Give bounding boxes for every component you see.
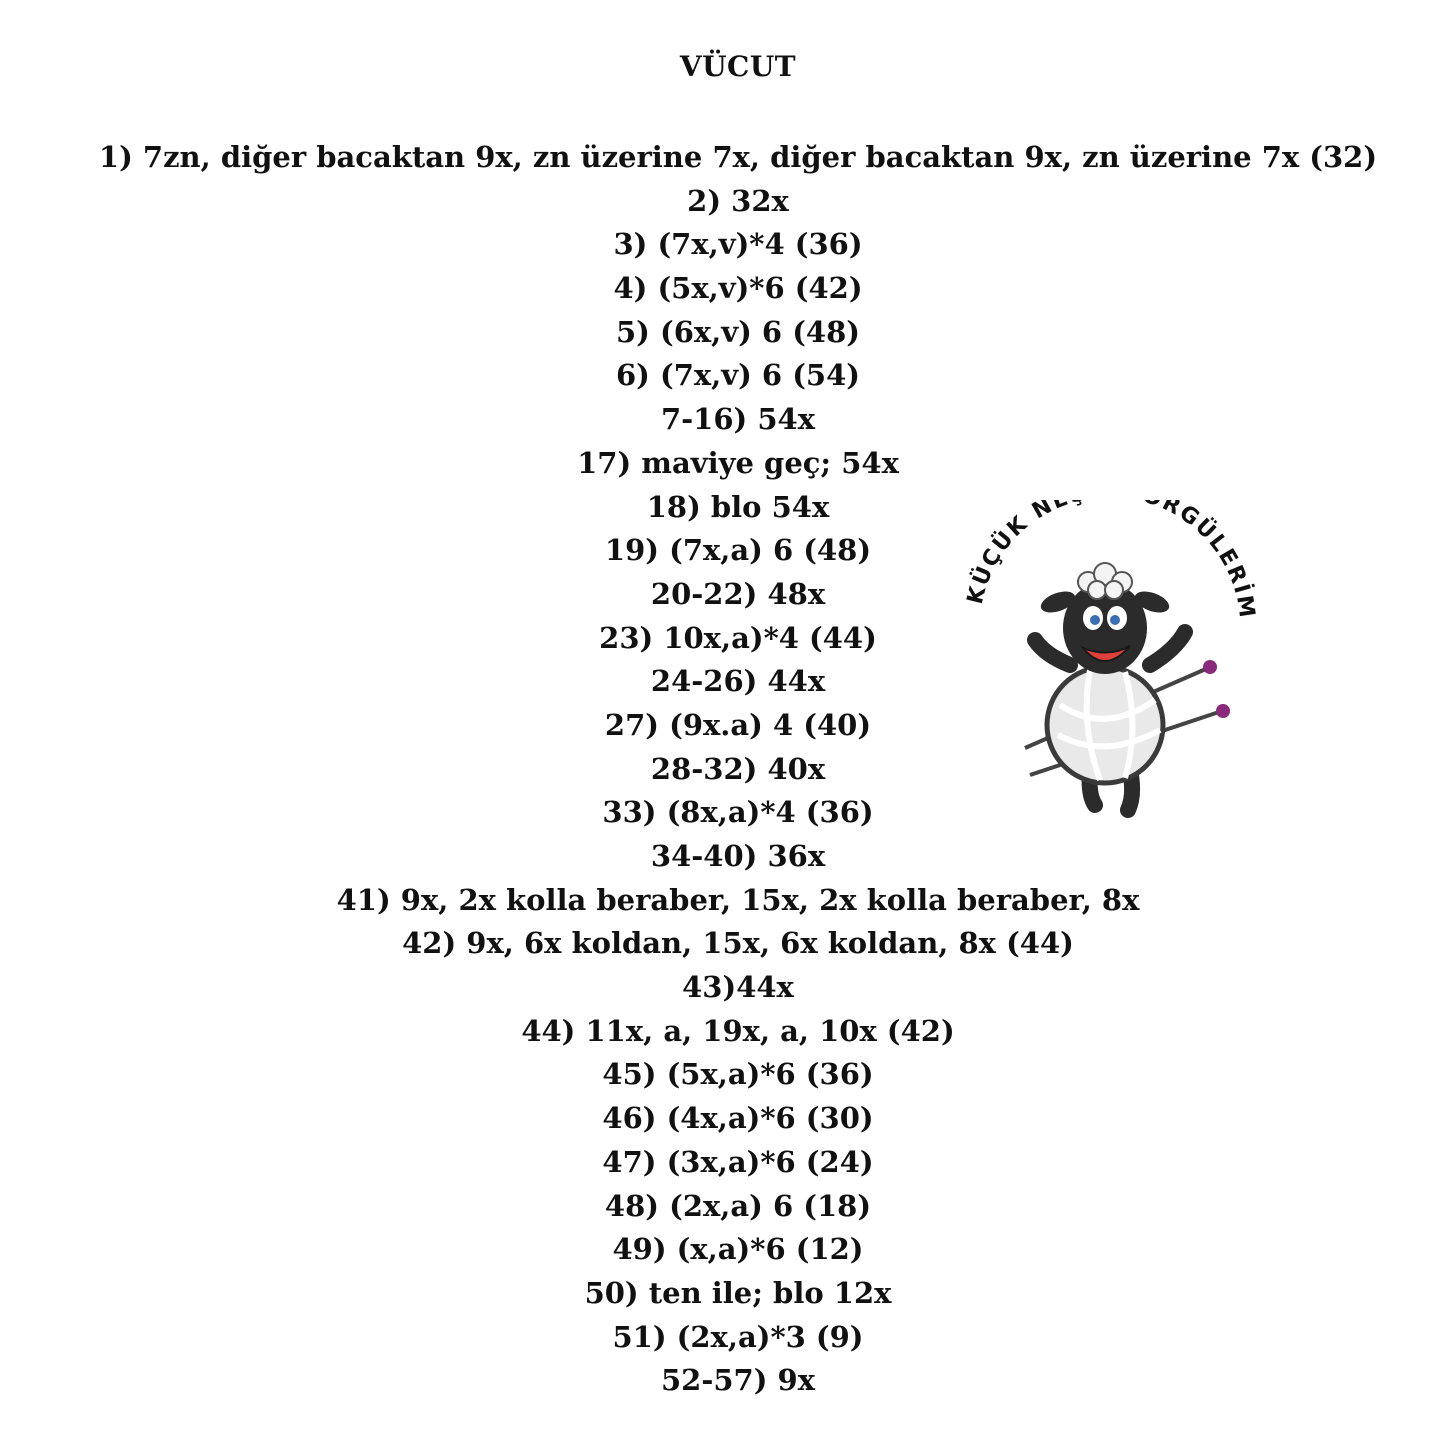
pattern-row: 20-22) 48x bbox=[650, 576, 826, 611]
sheep-with-yarn-ball-icon bbox=[940, 500, 1270, 830]
pattern-row: 23) 10x,a)*4 (44) bbox=[599, 620, 877, 655]
pattern-row: 48) (2x,a) 6 (18) bbox=[604, 1188, 872, 1223]
pattern-row: 46) (4x,a)*6 (30) bbox=[602, 1101, 874, 1136]
pattern-row: 47) (3x,a)*6 (24) bbox=[602, 1144, 874, 1179]
pattern-row: 4) (5x,v)*6 (42) bbox=[613, 271, 863, 306]
pattern-row: 28-32) 40x bbox=[650, 751, 826, 786]
pattern-row: 44) 11x, a, 19x, a, 10x (42) bbox=[521, 1013, 955, 1048]
pattern-row: 50) ten ile; blo 12x bbox=[584, 1275, 892, 1310]
pattern-row: 18) blo 54x bbox=[646, 489, 830, 524]
logo-text: KÜÇÜK N RGÜLERİM bbox=[962, 500, 1260, 622]
brand-logo bbox=[940, 500, 1270, 830]
pattern-row: 27) (9x.a) 4 (40) bbox=[604, 707, 872, 742]
pattern-row: 2) 32x bbox=[687, 183, 789, 218]
pattern-row: 45) (5x,a)*6 (36) bbox=[602, 1057, 874, 1092]
pattern-row: 19) (7x,a) 6 (48) bbox=[604, 533, 872, 568]
pattern-row: 51) (2x,a)*3 (9) bbox=[612, 1319, 864, 1354]
pattern-row: 3) (7x,v)*4 (36) bbox=[613, 227, 863, 262]
pattern-row: 24-26) 44x bbox=[650, 664, 826, 699]
pattern-row: 52-57) 9x bbox=[660, 1363, 816, 1398]
pattern-row: 17) maviye geç; 54x bbox=[577, 445, 899, 480]
pattern-row: 6) (7x,v) 6 (54) bbox=[615, 358, 861, 393]
pattern-row: 49) (x,a)*6 (12) bbox=[612, 1232, 864, 1267]
pattern-row: 34-40) 36x bbox=[650, 839, 826, 873]
pattern-row: 41) 9x, 2x kolla beraber, 15x, 2x kolla beraber, 8x bbox=[336, 882, 1140, 917]
pattern-row: 7-16) 54x bbox=[660, 402, 816, 437]
page-title: VÜCUT bbox=[679, 50, 797, 83]
pattern-row: 43)44x bbox=[682, 970, 794, 1005]
pattern-row: 1) 7zn, diğer bacaktan 9x, zn üzerine 7x, diğer bacaktan 9x, zn üzerine 7x (32) bbox=[98, 140, 1378, 174]
pattern-row: 42) 9x, 6x koldan, 15x, 6x koldan, 8x (44) bbox=[402, 926, 1074, 961]
pattern-row: 33) (8x,a)*4 (36) bbox=[602, 795, 874, 830]
pattern-row: 5) (6x,v) 6 (48) bbox=[615, 314, 861, 349]
